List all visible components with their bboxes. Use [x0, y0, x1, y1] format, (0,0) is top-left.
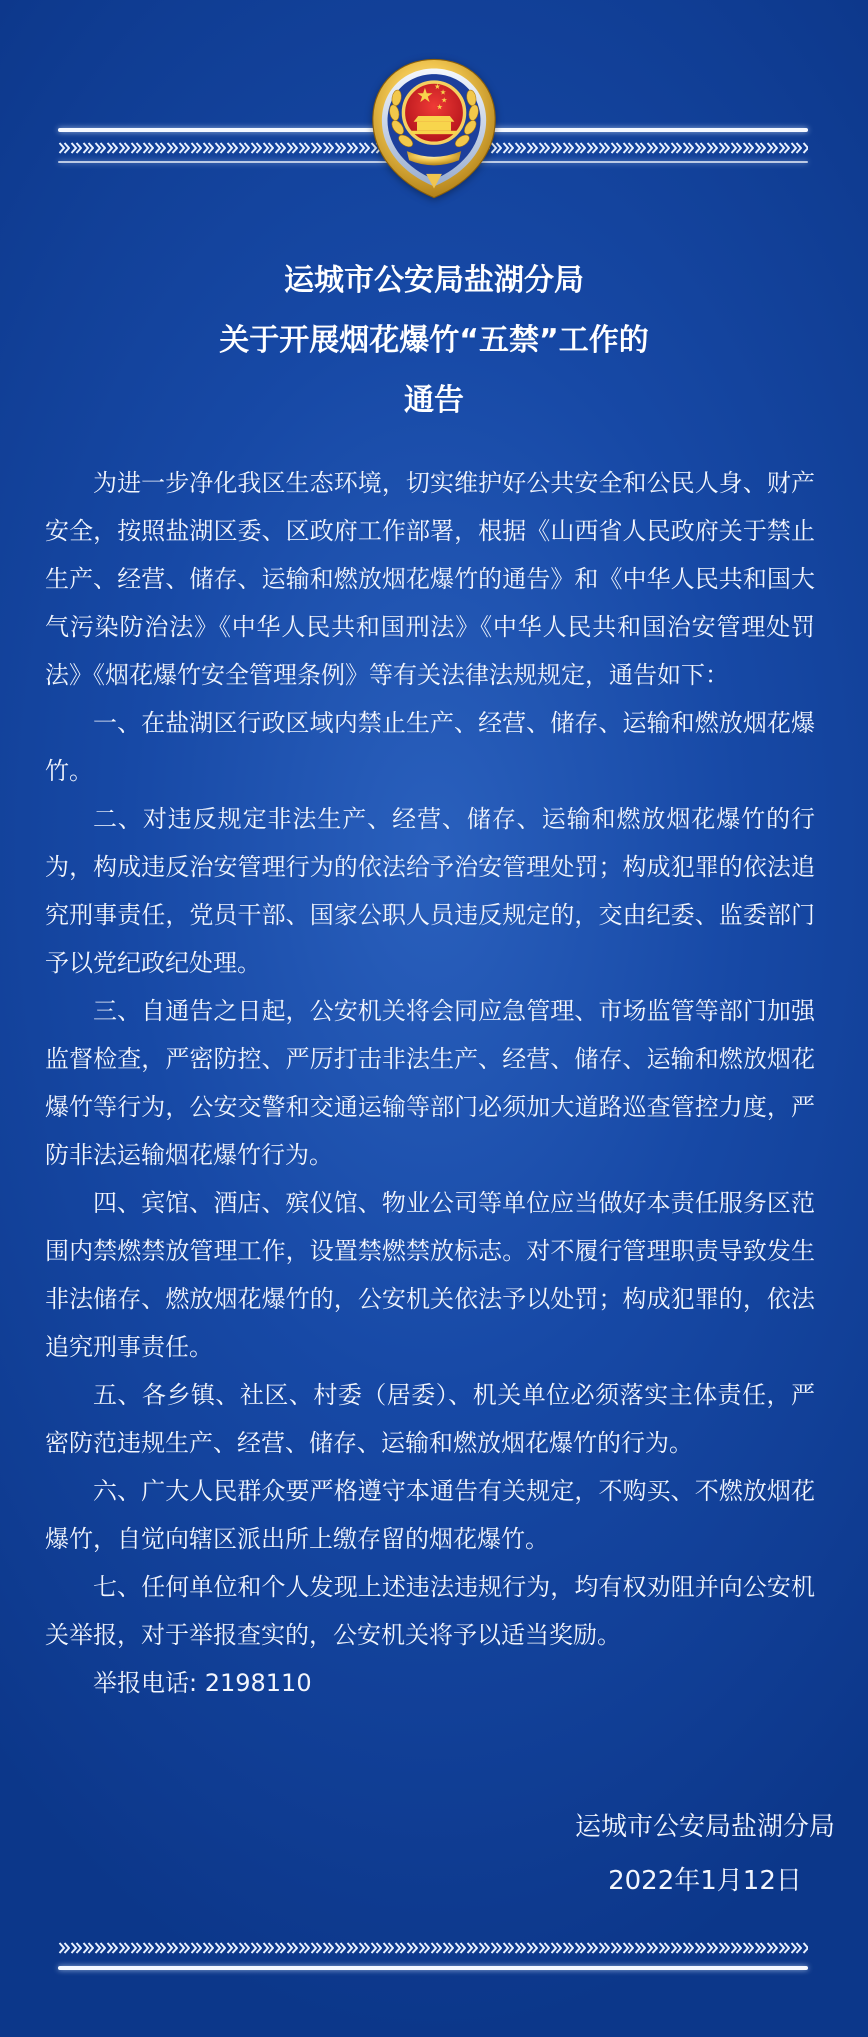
body-line: 三、自通告之日起，公安机关将会同应急管理、市场监管等部门加强: [93, 997, 815, 1025]
body-line: 爆竹等行为，公安交警和交通运输等部门必须加大道路巡查管控力度，严: [45, 1093, 815, 1121]
title-subject: 关于开展烟花爆竹“五禁”工作的: [219, 323, 649, 358]
body-line: 追究刑事责任。: [45, 1333, 213, 1361]
paragraph-item-6: [45, 1467, 815, 1563]
body-line: 关举报，对于举报查实的，公安机关将予以适当奖励。: [45, 1621, 621, 1649]
title-organization: 运城市公安局盐湖分局: [284, 263, 584, 298]
body-line: 二、对违反规定非法生产、经营、储存、运输和燃放烟花爆竹的行: [93, 805, 815, 833]
body-line: 六、广大人民群众要严格遵守本通告有关规定，不购买、不燃放烟花: [93, 1477, 815, 1505]
body-line: 七、任何单位和个人发现上述违法违规行为，均有权劝阻并向公安机: [93, 1573, 815, 1601]
body-line: 为，构成违反治安管理行为的依法给予治安管理处罚；构成犯罪的依法追: [45, 853, 815, 881]
body-line: 安全，按照盐湖区委、区政府工作部署，根据《山西省人民政府关于禁止: [45, 517, 815, 545]
title-doc-type: 通告: [404, 383, 464, 418]
body-line: 围内禁燃禁放管理工作，设置禁燃禁放标志。对不履行管理职责导致发生: [45, 1237, 815, 1265]
notice-title: [0, 251, 868, 431]
notice-body: [45, 459, 815, 1707]
paragraph-item-1: [45, 699, 815, 795]
paragraph-item-3: [45, 987, 815, 1179]
police-badge-icon: [366, 56, 502, 201]
hotline-text: 举报电话: 2198110: [93, 1669, 312, 1697]
body-line: 予以党纪政纪处理。: [45, 949, 261, 977]
signature-organization: 运城市公安局盐湖分局: [574, 1812, 835, 1842]
body-line: 密防范违规生产、经营、储存、运输和燃放烟花爆竹的行为。: [45, 1429, 693, 1457]
signature-block: [560, 1800, 850, 1908]
body-line: 生产、经营、储存、运输和燃放烟花爆竹的通告》和《中华人民共和国大: [45, 565, 815, 593]
body-line: 为进一步净化我区生态环境，切实维护好公共安全和公民人身、财产: [93, 469, 815, 497]
paragraph-hotline: [45, 1659, 815, 1707]
paragraph-item-5: [45, 1371, 815, 1467]
body-line: 一、在盐湖区行政区域内禁止生产、经营、储存、运输和燃放烟花爆: [93, 709, 815, 737]
body-line: 气污染防治法》《中华人民共和国刑法》《中华人民共和国治安管理处罚: [45, 613, 815, 641]
body-line: 防非法运输烟花爆竹行为。: [45, 1141, 333, 1169]
paragraph-intro: [45, 459, 815, 699]
body-line: 五、各乡镇、社区、村委（居委）、机关单位必须落实主体责任，严: [93, 1381, 815, 1409]
signature-date: 2022年1月12日: [608, 1866, 802, 1896]
paragraph-item-7: [45, 1563, 815, 1659]
body-line: 爆竹，自觉向辖区派出所上缴存留的烟花爆竹。: [45, 1525, 549, 1553]
body-line: 竹。: [45, 757, 93, 785]
bottom-divider-line: [58, 1966, 808, 1970]
paragraph-item-2: [45, 795, 815, 987]
paragraph-item-4: [45, 1179, 815, 1371]
body-line: 法》《烟花爆竹安全管理条例》等有关法律法规规定，通告如下：: [45, 661, 729, 689]
bottom-chevron-stripe: [58, 1940, 808, 1956]
body-line: 四、宾馆、酒店、殡仪馆、物业公司等单位应当做好本责任服务区范: [93, 1189, 815, 1217]
body-line: 监督检查，严密防控、严厉打击非法生产、经营、储存、运输和燃放烟花: [45, 1045, 815, 1073]
body-line: 非法储存、燃放烟花爆竹的，公安机关依法予以处罚；构成犯罪的，依法: [45, 1285, 815, 1313]
body-line: 究刑事责任，党员干部、国家公职人员违反规定的，交由纪委、监委部门: [45, 901, 815, 929]
